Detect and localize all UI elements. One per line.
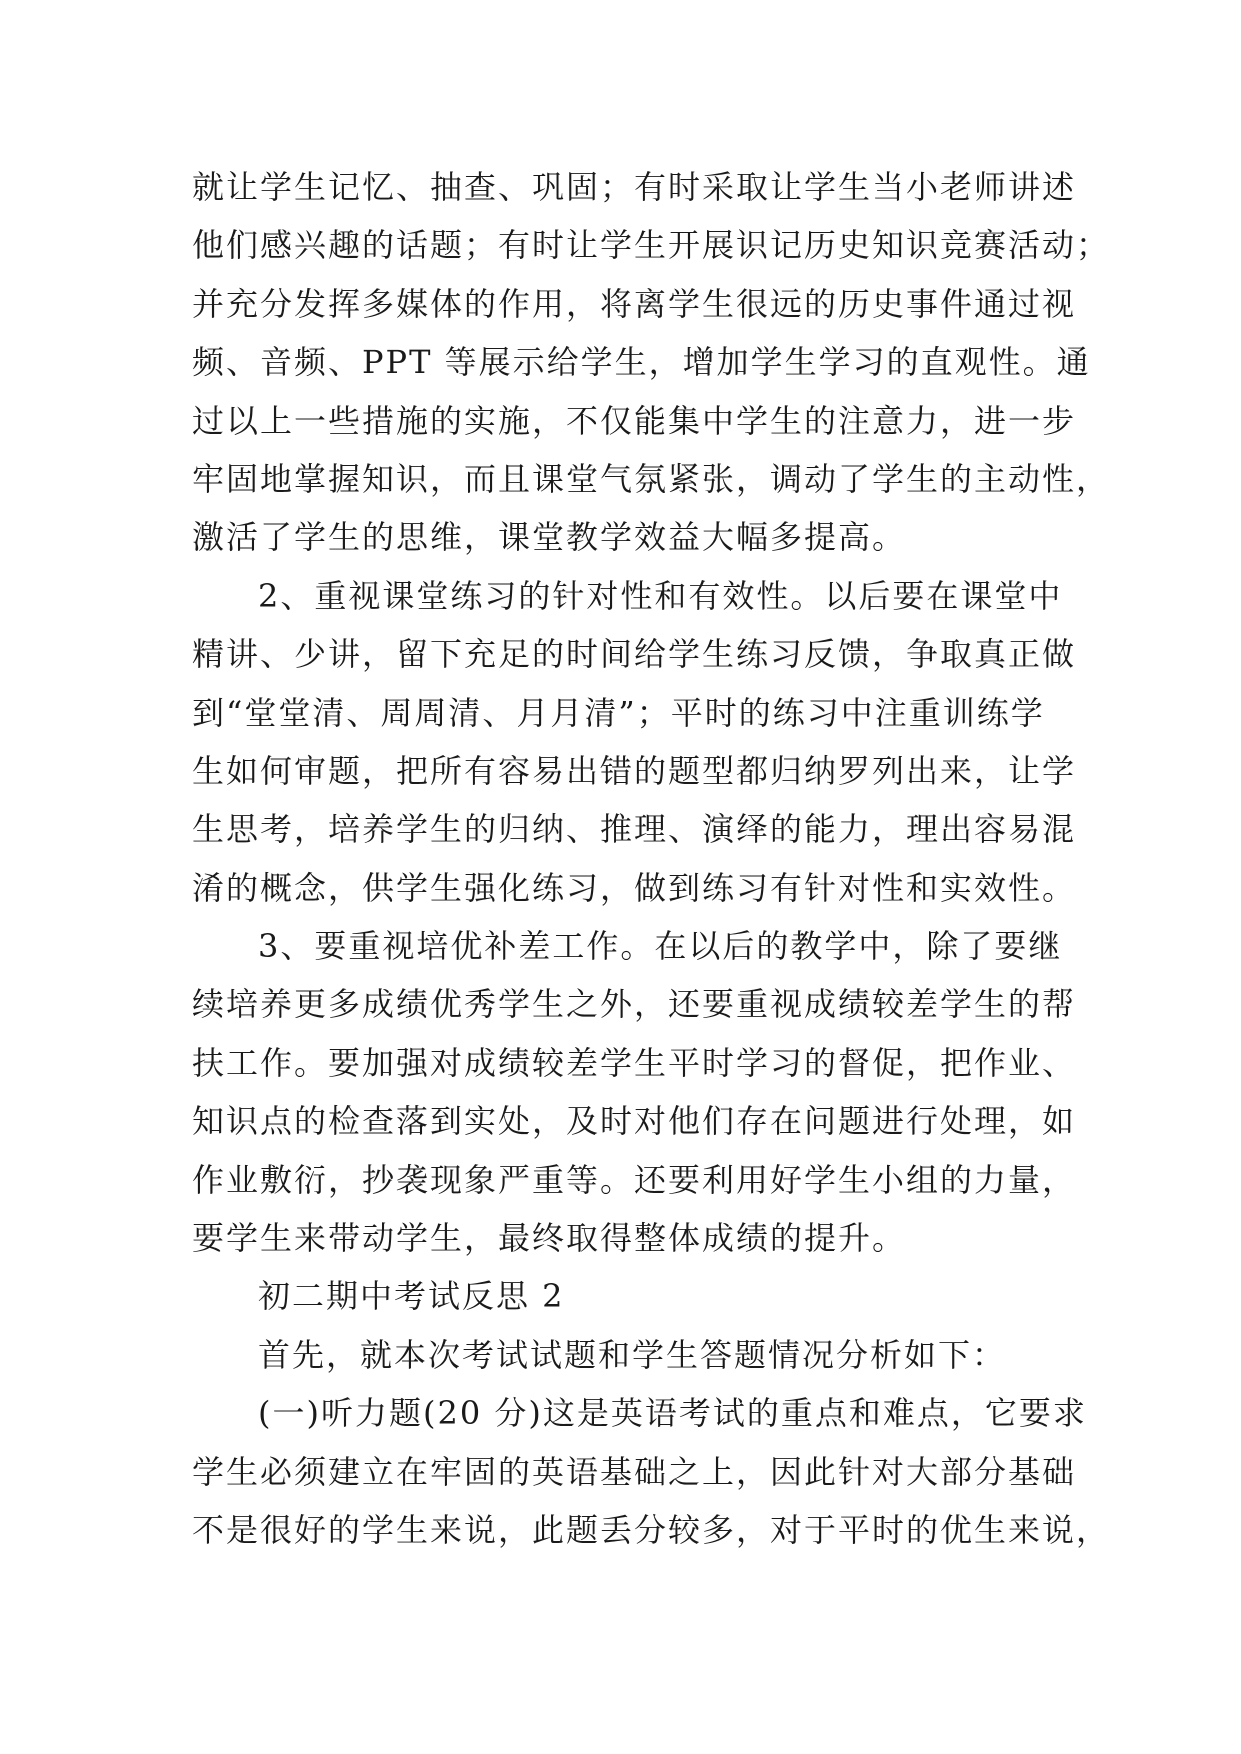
text-line: 生如何审题，把所有容易出错的题型都归纳罗列出来，让学 <box>192 751 1077 790</box>
text-line: 要学生来带动学生，最终取得整体成绩的提升。 <box>192 1219 907 1258</box>
paragraph-start-line: (一)听力题(20 分)这是英语考试的重点和难点，它要求 <box>258 1394 1087 1433</box>
paragraph-start-line: 2、重视课堂练习的针对性和有效性。以后要在课堂中 <box>258 576 1063 615</box>
text-line: 激活了学生的思维，课堂教学效益大幅多提高。 <box>192 518 907 557</box>
text-line: 并充分发挥多媒体的作用，将离学生很远的历史事件通过视 <box>192 284 1077 323</box>
text-line: 精讲、少讲，留下充足的时间给学生练习反馈，争取真正做 <box>192 635 1077 674</box>
text-line: 淆的概念，供学生强化练习，做到练习有针对性和实效性。 <box>192 868 1077 907</box>
text-line: 续培养更多成绩优秀学生之外，还要重视成绩较差学生的帮 <box>192 985 1077 1024</box>
text-line: 生思考，培养学生的归纳、推理、演绎的能力，理出容易混 <box>192 810 1077 849</box>
text-line: 牢固地掌握知识，而且课堂气氛紧张，调动了学生的主动性， <box>192 459 1111 498</box>
paragraph-start-line: 首先，就本次考试试题和学生答题情况分析如下： <box>258 1335 1007 1374</box>
text-line: 知识点的检查落到实处，及时对他们存在问题进行处理，如 <box>192 1102 1077 1141</box>
text-line: 不是很好的学生来说，此题丢分较多，对于平时的优生来说， <box>192 1510 1111 1549</box>
section-heading: 初二期中考试反思 2 <box>258 1277 565 1316</box>
text-line: 扶工作。要加强对成绩较差学生平时学习的督促，把作业、 <box>192 1043 1077 1082</box>
text-line: 学生必须建立在牢固的英语基础之上，因此针对大部分基础 <box>192 1452 1077 1491</box>
text-line: 到“堂堂清、周周清、月月清”；平时的练习中注重训练学 <box>192 693 1045 732</box>
paragraph-start-line: 3、要重视培优补差工作。在以后的教学中，除了要继 <box>258 927 1063 966</box>
text-line: 就让学生记忆、抽查、巩固；有时采取让学生当小老师讲述 <box>192 168 1077 206</box>
document-body <box>192 158 1111 1559</box>
text-line: 他们感兴趣的话题；有时让学生开展识记历史知识竞赛活动； <box>192 226 1111 265</box>
text-line: 作业敷衍，抄袭现象严重等。还要利用好学生小组的力量， <box>192 1160 1077 1199</box>
text-line: 过以上一些措施的实施，不仅能集中学生的注意力，进一步 <box>192 401 1077 440</box>
text-line: 频、音频、PPT 等展示给学生，增加学生学习的直观性。通 <box>192 343 1091 382</box>
